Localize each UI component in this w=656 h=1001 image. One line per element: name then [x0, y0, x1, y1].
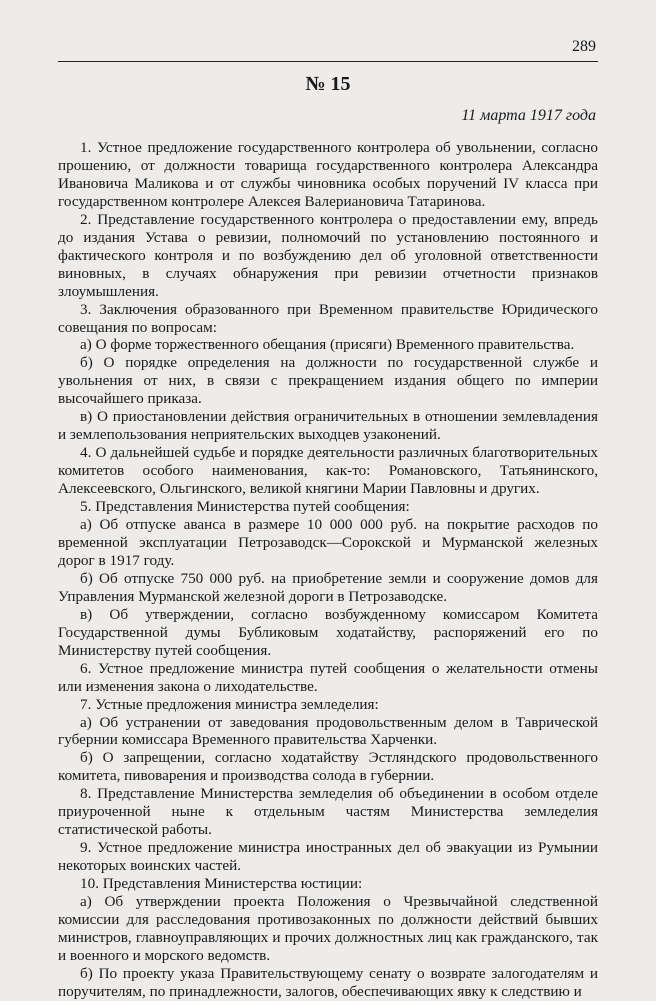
- header-rule: [58, 61, 598, 62]
- paragraph: б) О порядке определения на должности по государственной службе и увольнения от них, в связи с прекращением издания общего по империи высочайшего приказа.: [58, 354, 598, 408]
- paragraph: в) Об утверждении, согласно возбужденному комиссаром Комитета Государственной думы Бубликовым ходатайству, распоряжений его по Министерству путей сообщения.: [58, 605, 598, 659]
- paragraph: 4. О дальнейшей судьбе и порядке деятельности различных благотворительных комитетов особого наименования, как-то: Романовского, Татьянинского, Алексеевского, Ольгинского, великой княгини Марии Павловны и других.: [58, 444, 598, 498]
- paragraph: а) О форме торжественного обещания (присяги) Временного правительства.: [80, 336, 575, 354]
- paragraph: а) Об отпуске аванса в размере 10 000 000 руб. на покрытие расходов по временной эксплуатации Петрозаводск—Сорокской и Мурманской железных дорог в 1917 году.: [58, 516, 598, 569]
- paragraph: б) Об отпуске 750 000 руб. на приобретение земли и сооружение домов для Управления Мурманской железной дороги в Петрозаводске.: [58, 569, 598, 605]
- paragraph: а) Об утверждении проекта Положения о Чрезвычайной следственной комиссии для расследования противозаконных по должности действий бывших министров, главноуправляющих и прочих должностных лиц как гражданского, так и военного и морского ведомств.: [58, 893, 598, 964]
- paragraph: а) Об устранении от заведования продовольственным делом в Таврической губернии комиссара Временного правительства Харченки.: [58, 713, 598, 749]
- paragraph: 5. Представления Министерства путей сообщения:: [80, 498, 410, 516]
- paragraph: 9. Устное предложение министра иностранных дел об эвакуации из Румынии некоторых воинских частей.: [58, 839, 598, 875]
- paragraph: в) О приостановлении действия ограничительных в отношении землевладения и землепользования неприятельских выходцев узаконений.: [58, 408, 598, 444]
- paragraph: б) О запрещении, согласно ходатайству Эстляндского продовольственного комитета, пивоварения и производства солода в губернии.: [58, 749, 598, 785]
- paragraph: б) По проекту указа Правительствующему сенату о возврате залогодателям и поручителям, по принадлежности, залогов, обеспечивающих явку к следствию и: [58, 964, 598, 1000]
- paragraph: 1. Устное предложение государственного контролера об увольнении, согласно прошению, от должности товарища государственного контролера Александра Ивановича Маликова и от службы чиновника особых поручений IV класса при государственном контролере Алексея Валериановича Татаринова.: [58, 139, 598, 210]
- paragraph: 7. Устные предложения министра земледелия:: [80, 695, 379, 713]
- document-body: [58, 139, 598, 1001]
- page-number: 289: [572, 38, 596, 55]
- paragraph: 8. Представление Министерства земледелия об объединении в особом отделе приуроченной ныне к отдельным частям Министерства земледелия статистической работы.: [58, 785, 598, 839]
- document-number: № 15: [305, 73, 351, 95]
- document-date: 11 марта 1917 года: [461, 107, 596, 124]
- paragraph: 6. Устное предложение министра путей сообщения о желательности отмены или изменения закона о лиходательстве.: [58, 659, 598, 695]
- paragraph: 2. Представление государственного контролера о предоставлении ему, впредь до издания Устава о ревизии, полномочий по установлению постоянного и фактического контроля и по возбуждению дел об уголовной ответственности виновных, в случаях обнаружения при ревизии отчетности признаков злоумышления.: [58, 210, 598, 300]
- paragraph: 10. Представления Министерства юстиции:: [80, 875, 363, 893]
- paragraph: 3. Заключения образованного при Временном правительстве Юридического совещания по вопросам:: [58, 300, 598, 336]
